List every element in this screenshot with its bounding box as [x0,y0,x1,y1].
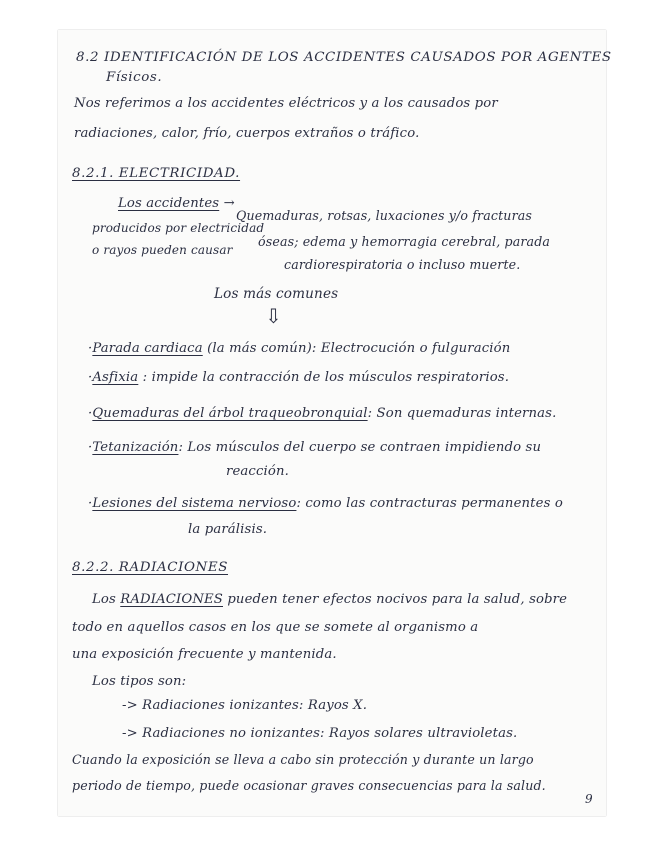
bullet-text: : impide la contracción de los músculos respiratorios. [138,370,510,385]
bullet-text: (la más común): Electrocución o fulguración [202,341,511,356]
rad-line-1-post: pueden tener efectos nocivos para la salud, sobre [223,592,568,607]
section-heading-8-2-1-text: 8.2.1. ELECTRICIDAD. [72,166,241,181]
intro-line-1: Nos referimos a los accidentes eléctricos y a los causados por [74,96,498,111]
bullet-term: Asfixia [92,370,139,385]
bullet-parada-cardiaca: ·Parada cardiaca (la más común): Electrocución o fulguración [88,341,511,356]
bullet-term: Tetanización [92,440,179,455]
section-heading-8-2-1 [72,166,240,182]
rad-line-1-pre: Los [92,592,121,607]
acc-effects-line-1: Quemaduras, rotsas, luxaciones y/o fracturas [236,208,533,223]
los-mas-comunes: Los más comunes [214,286,339,302]
acc-subject-line-1 [118,196,235,212]
section-heading-8-2: 8.2 IDENTIFICACIÓN DE LOS ACCIDENTES CAUSADOS POR AGENTES [76,50,612,65]
page-number: 9 [585,792,593,806]
acc-subject-term: Los accidentes [118,196,220,211]
rad-line-1-term: RADIACIONES [120,592,223,607]
section-heading-8-2-2 [72,560,228,576]
rad-line-3: una exposición frecuente y mantenida. [72,647,337,662]
bullet-term: Parada cardiaca [92,341,203,356]
acc-subject-line-3: o rayos pueden causar [92,243,233,257]
section-heading-8-2-2-text: 8.2.2. RADIACIONES [72,560,229,575]
bullet-asfixia: ·Asfixia : impide la contracción de los músculos respiratorios. [88,370,510,385]
section-heading-8-2-cont: Físicos. [106,70,163,85]
rad-line-1 [92,592,567,608]
final-line-2: periodo de tiempo, puede ocasionar graves consecuencias para la salud. [72,778,546,793]
bullet-term: Lesiones del sistema nervioso [92,496,297,511]
acc-effects-line-3: cardiorespiratoria o incluso muerte. [284,257,521,272]
bullet-tetanizacion: ·Tetanización: Los músculos del cuerpo se contraen impidiendo su [88,440,542,455]
bullet-tetanizacion-cont: reacción. [226,464,289,479]
bullet-lesiones-cont: la parálisis. [188,522,268,537]
tipos-label: Los tipos son: [92,674,187,689]
final-line-1: Cuando la exposición se lleva a cabo sin protección y durante un largo [72,752,534,767]
tipo-no-ionizantes: -> Radiaciones no ionizantes: Rayos solares ultravioletas. [122,726,518,741]
acc-subject-line-2: producidos por electricidad [92,221,265,235]
notebook-page [58,30,612,816]
intro-line-2: radiaciones, calor, frío, cuerpos extraños o tráfico. [74,126,420,141]
bullet-lesiones: ·Lesiones del sistema nervioso: como las contracturas permanentes o [88,496,563,511]
acc-effects-line-2: óseas; edema y hemorragia cerebral, parada [258,234,551,249]
tipo-ionizantes: -> Radiaciones ionizantes: Rayos X. [122,698,368,713]
bullet-term: Quemaduras del árbol traqueobronquial [92,406,368,421]
bullet-text: : Son quemaduras internas. [367,406,557,421]
rad-line-2: todo en aquellos casos en los que se somete al organismo a [72,620,479,635]
bullet-text: : como las contracturas permanentes o [296,496,563,511]
down-arrow-icon: ⇩ [265,304,282,328]
bullet-quemaduras: ·Quemaduras del árbol traqueobronquial: Son quemaduras internas. [88,406,557,421]
right-arrow-icon: → [223,196,235,211]
bullet-text: : Los músculos del cuerpo se contraen impidiendo su [178,440,542,455]
